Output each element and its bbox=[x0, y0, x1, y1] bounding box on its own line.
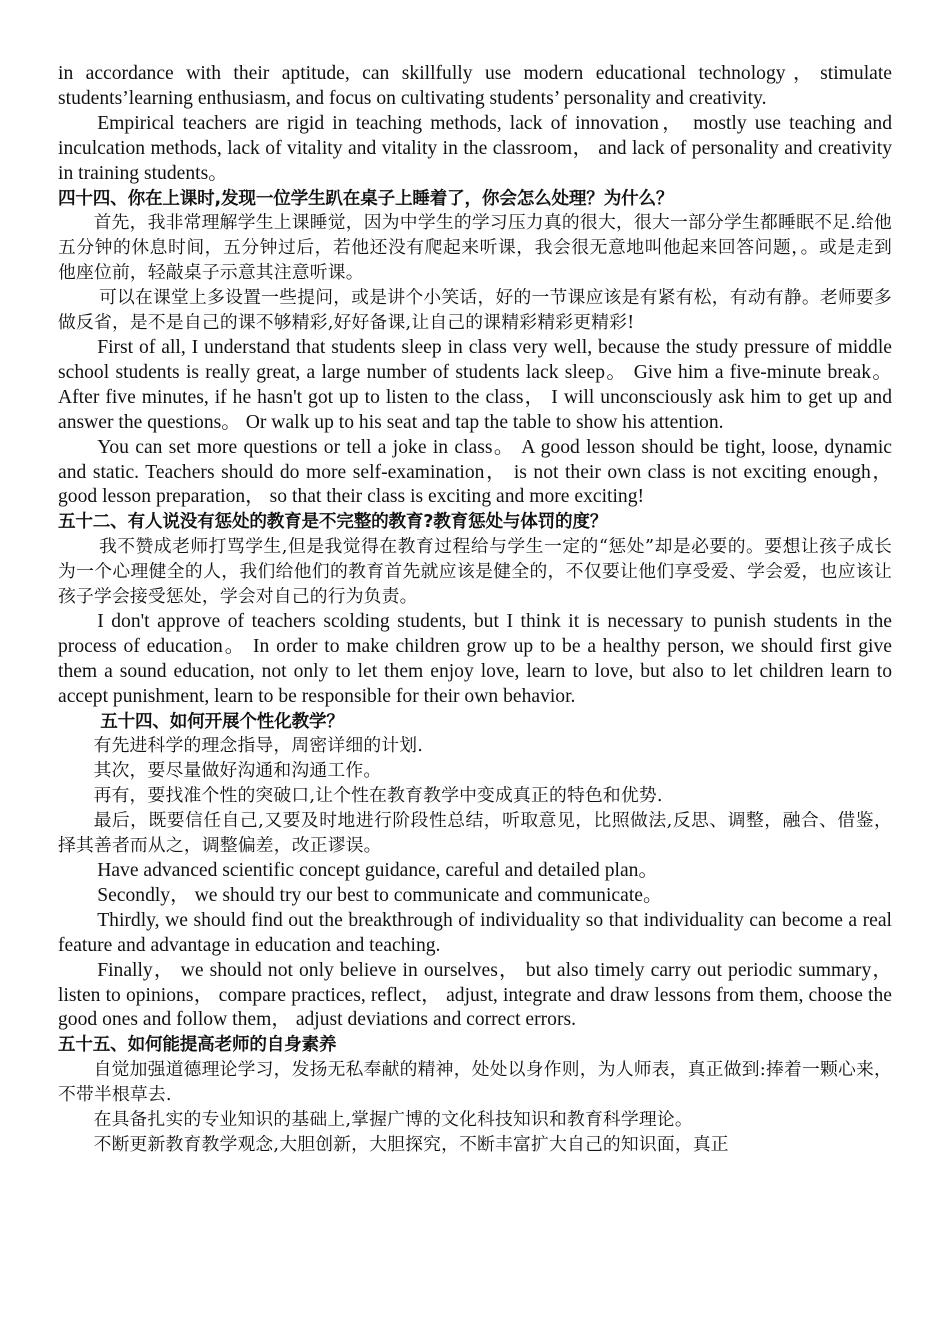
paragraph: 自觉加强道德理论学习，发扬无私奉献的精神，处处以身作则，为人师表，真正做到:捧着一颗心来，不带半根草去. bbox=[58, 1059, 892, 1106]
paragraph: in accordance with their aptitude, can skillfully use modern educational technology，stimulate students’learning enthusiasm, and focus on cultivating students’ personality and creativity. bbox=[58, 63, 892, 109]
paragraph: 有先进科学的理念指导，周密详细的计划. bbox=[93, 735, 424, 757]
section-heading: 五十五、如何能提高老师的自身素养 bbox=[58, 1035, 337, 1056]
section-heading: 五十二、有人说没有惩处的教育是不完整的教育?教育惩处与体罚的度？ bbox=[58, 512, 608, 533]
section-heading: 五十四、如何开展个性化教学？ bbox=[100, 711, 344, 732]
paragraph: Finally， we should not only believe in ourselves， but also timely carry out periodic summary， listen to opinions， compare practices, reflect， adjust, integrate and draw lessons from them, choose the good ones and follow them， adjust deviations and correct errors. bbox=[58, 959, 892, 1031]
paragraph: Secondly， we should try our best to communicate and communicate。 bbox=[97, 884, 663, 906]
paragraph: 最后，既要信任自己,又要及时地进行阶段性总结，听取意见，比照做法,反思、调整，融合、借鉴，择其善者而从之，调整偏差，改正谬误。 bbox=[58, 810, 892, 857]
paragraph: 首先，我非常理解学生上课睡觉，因为中学生的学习压力真的很大，很大一部分学生都睡眠不足.给他五分钟的休息时间，五分钟过后，若他还没有爬起来听课，我会很无意地叫他起来回答问题，。或是走到他座位前，轻敲桌子示意其注意听课。 bbox=[58, 212, 892, 284]
paragraph: 再有，要找准个性的突破口,让个性在教育教学中变成真正的特色和优势. bbox=[93, 785, 663, 807]
paragraph: You can set more questions or tell a joke in class。 A good lesson should be tight, loose, dynamic and static. Teachers should do more self-examination， is not their own class is not exciting enough， good lesson preparation， so that their class is exciting and more exciting! bbox=[58, 436, 892, 508]
paragraph: Have advanced scientific concept guidance, careful and detailed plan。 bbox=[97, 860, 659, 881]
paragraph: 其次，要尽量做好沟通和沟通工作。 bbox=[93, 760, 382, 782]
paragraph: 不断更新教育教学观念,大胆创新，大胆探究，不断丰富扩大自己的知识面，真正 bbox=[93, 1133, 729, 1155]
paragraph: I don't approve of teachers scolding students, but I think it is necessary to punish students in the process of education。 In order to make children grow up to be a healthy person, we should first give them a sound education, not only to let them enjoy love, learn to love, but also to let children learn to accept punishment, learn to be responsible for their own behavior. bbox=[58, 610, 892, 707]
paragraph: 可以在课堂上多设置一些提问，或是讲个小笑话，好的一节课应该是有紧有松，有动有静。老师要多做反省，是不是自己的课不够精彩,好好备课,让自己的课精彩精彩更精彩! bbox=[58, 287, 892, 334]
paragraph: Empirical teachers are rigid in teaching methods, lack of innovation， mostly use teaching and inculcation methods, lack of vitality and vitality in the classroom， and lack of personality and creativity in training students。 bbox=[58, 112, 892, 184]
paragraph: First of all, I understand that students sleep in class very well, because the study pressure of middle school students is really great, a large number of students lack sleep。 Give him a five-minute break。 After five minutes, if he hasn't got up to listen to the class， I will unconsciously ask him to get up and answer the questions。 Or walk up to his seat and tap the table to show his attention. bbox=[58, 336, 892, 433]
paragraph: 在具备扎实的专业知识的基础上,掌握广博的文化科技知识和教育科学理论。 bbox=[93, 1109, 693, 1131]
paragraph: Thirdly, we should find out the breakthrough of individuality so that individuality can become a real feature and advantage in education and teaching. bbox=[58, 909, 892, 956]
section-heading: 四十四、你在上课时,发现一位学生趴在桌子上睡着了，你会怎么处理？为什么？ bbox=[58, 188, 674, 209]
paragraph: 我不赞成老师打骂学生,但是我觉得在教育过程给与学生一定的“惩处”却是必要的。要想让孩子成长为一个心理健全的人，我们给他们的教育首先就应该是健全的，不仅要让他们享受爱、学会爱，也应该让孩子学会接受惩处，学会对自己的行为负责。 bbox=[58, 536, 892, 608]
document-body bbox=[58, 62, 892, 1158]
